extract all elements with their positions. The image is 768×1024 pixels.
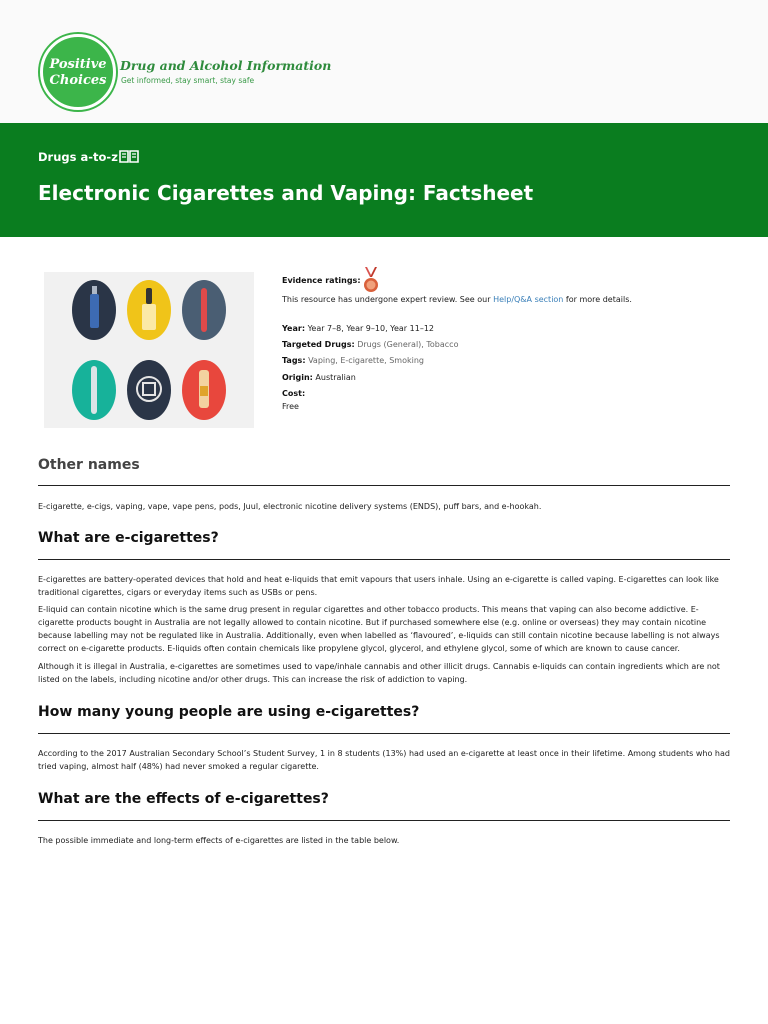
breadcrumb-drugs-a-to-z[interactable]: Drugs a-to-z <box>38 150 118 164</box>
bronze-medal-icon <box>362 267 380 295</box>
divider <box>38 485 730 486</box>
origin-row: Origin: Australian <box>282 373 356 382</box>
young-people-paragraph: According to the 2017 Australian Secondary School’s Student Survey, 1 in 8 students (13%) had used an e-cigarette at least once in their lifetime. Among students who had tried vaping, almost half (48%) had never smoked a regular cigarette. <box>38 749 730 771</box>
help-qa-link[interactable]: Help/Q&A section <box>493 295 564 304</box>
effects-heading: What are the effects of e-cigarettes? <box>38 791 329 807</box>
targeted-drugs-row: Targeted Drugs: Drugs (General), Tobacco <box>282 340 459 349</box>
book-icon <box>119 149 139 163</box>
what-are-heading: What are e-cigarettes? <box>38 530 219 546</box>
review-note: This resource has undergone expert review. See our Help/Q&A section for more details. <box>282 295 632 304</box>
divider <box>38 733 730 734</box>
what-are-paragraph-1: E-cigarettes are battery-operated devices that hold and heat e-liquids that emit vapours that users inhale. Using an e-cigarette is called vaping. E-cigarettes can look like traditional cigarettes, cigars or everyday items such as USBs or pens. <box>38 575 719 597</box>
positive-choices-logo[interactable] <box>40 34 116 110</box>
what-are-paragraph-2: E-liquid can contain nicotine which is the same drug present in regular cigarettes and other tobacco products. This means that vaping can also become addictive. E-cigarette products bought in Australia are not legally allowed to contain nicotine. But if purchased somewhere else (e.g. online or overseas) they may contain nicotine because labelling may not be regulated like in Australia. Additionally, even when labelled as ‘flavoured’, e-liquids can still contain nicotine because labelling is not always correct on e-cigarette products. E-liquids often contain chemicals like propylene glycol, glycerol, and ethylene glycol, some of which are known to cause cancer. <box>38 605 720 653</box>
circuit-icon-navy <box>127 360 171 420</box>
brand-title: Drug and Alcohol Information <box>120 58 332 73</box>
vape-pen-icon-teal <box>72 360 116 420</box>
vape-pen-icon-slate <box>182 280 226 340</box>
cost-value: Free <box>282 402 299 411</box>
divider <box>38 559 730 560</box>
title-banner <box>0 123 768 237</box>
site-header <box>0 0 768 123</box>
page-title: Electronic Cigarettes and Vaping: Factsheet <box>38 181 534 205</box>
divider <box>38 820 730 821</box>
logo-line2: Choices <box>49 73 107 88</box>
evidence-label: Evidence ratings: <box>282 276 361 285</box>
other-names-text: E-cigarette, e-cigs, vaping, vape, vape pens, pods, Juul, electronic nicotine delivery systems (ENDS), puff bars, and e-hookah. <box>38 502 542 511</box>
cost-label: Cost: <box>282 389 306 398</box>
tags-value[interactable]: Vaping, E-cigarette, Smoking <box>308 356 424 365</box>
e-cig-icon-navy <box>72 280 116 340</box>
origin-value: Australian <box>315 373 356 382</box>
e-cig-mod-icon-red <box>182 360 226 420</box>
what-are-paragraph-3: Although it is illegal in Australia, e-cigarettes are sometimes used to vape/inhale cannabis and other illicit drugs. Cannabis e-liquids can contain ingredients which are not listed on the labels, including nicotine and/or other drugs. This can increase the risk of addiction to vaping. <box>38 662 720 684</box>
e-liquid-bottle-icon-yellow <box>127 280 171 340</box>
young-people-heading: How many young people are using e-cigarettes? <box>38 704 420 720</box>
e-cigarette-illustration <box>44 272 254 428</box>
year-value: Year 7–8, Year 9–10, Year 11–12 <box>307 324 434 333</box>
tags-row: Tags: Vaping, E-cigarette, Smoking <box>282 356 424 365</box>
effects-paragraph: The possible immediate and long-term effects of e-cigarettes are listed in the table below. <box>38 836 400 845</box>
other-names-heading: Other names <box>38 457 140 473</box>
brand-tagline: Get informed, stay smart, stay safe <box>121 76 255 85</box>
year-row: Year: Year 7–8, Year 9–10, Year 11–12 <box>282 324 434 333</box>
targeted-drugs-value[interactable]: Drugs (General), Tobacco <box>357 340 459 349</box>
logo-line1: Positive <box>49 57 107 72</box>
